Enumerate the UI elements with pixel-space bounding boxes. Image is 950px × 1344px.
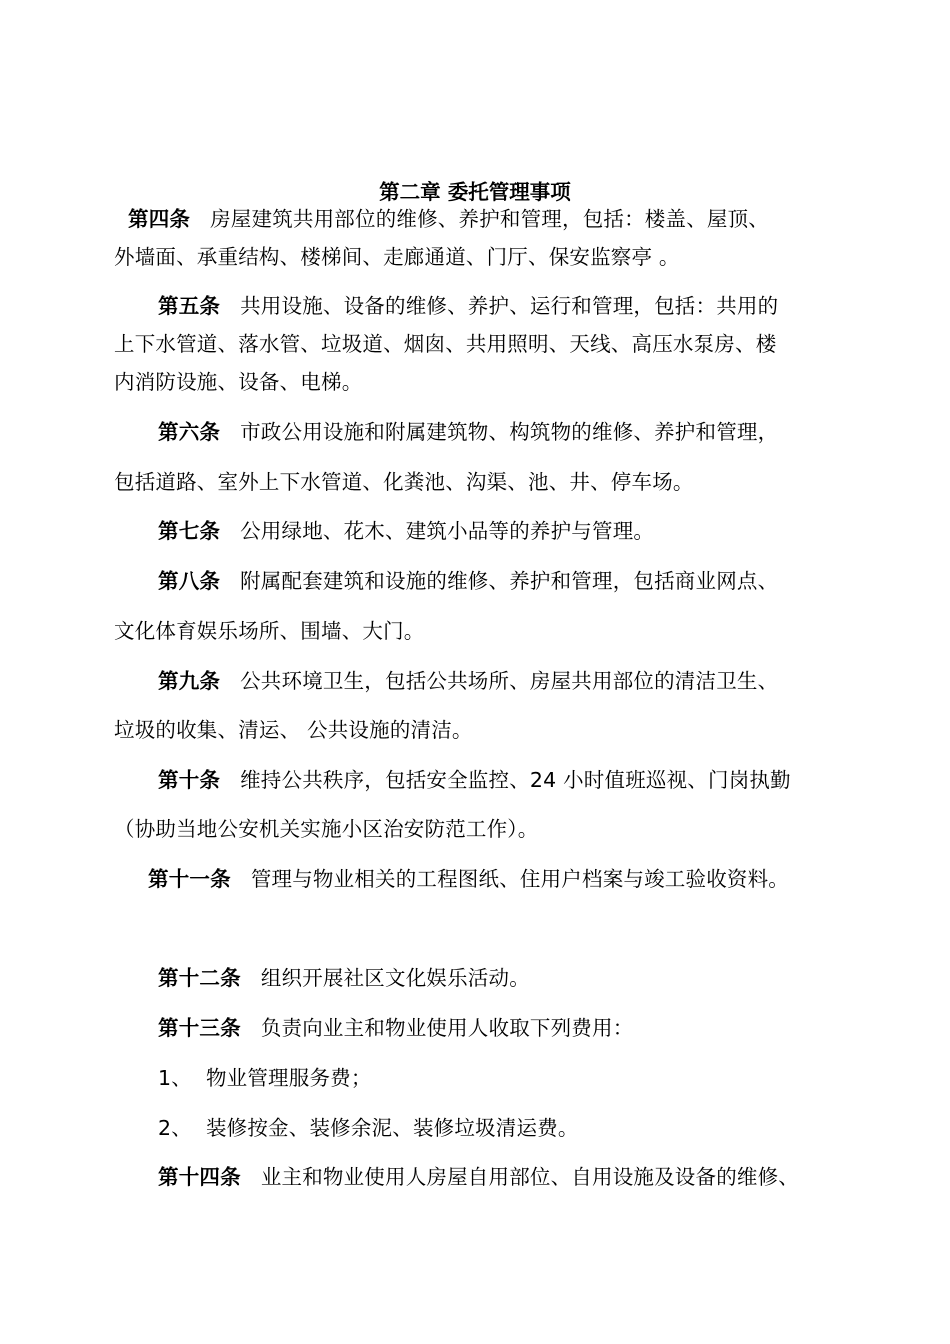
article-10-label: 第十条 — [158, 768, 221, 792]
article-8-line-2: 文化体育娱乐场所、围墙、大门。 — [114, 619, 425, 643]
fee-item-text: 装修按金、装修余泥、装修垃圾清运费。 — [205, 1116, 579, 1140]
article-6-label: 第六条 — [158, 420, 221, 444]
article-5-line-3: 内消防设施、设备、电梯。 — [114, 370, 363, 394]
article-5-line-2: 上下水管道、落水管、垃圾道、烟囱、共用照明、天线、高压水泵房、楼 — [114, 332, 777, 356]
fee-item-2 — [158, 1114, 579, 1142]
article-4-label: 第四条 — [128, 207, 191, 231]
article-9-line-1: 第九条 公共环境卫生，包括公共场所、房屋共用部位的清洁卫生、 — [158, 669, 779, 693]
article-14-line-1: 第十四条 业主和物业使用人房屋自用部位、自用设施及设备的维修、 — [158, 1165, 800, 1189]
article-13-line-1: 第十三条 负责向业主和物业使用人收取下列费用： — [158, 1016, 634, 1040]
article-9-label: 第九条 — [158, 669, 221, 693]
article-10-line-2: （协助当地公安机关实施小区治安防范工作）。 — [114, 817, 539, 841]
article-11-line-1: 第十一条 管理与物业相关的工程图纸、住用户档案与竣工验收资料。 — [148, 867, 790, 891]
article-4-line-1: 第四条 房屋建筑共用部位的维修、养护和管理，包括：楼盖、屋顶、 — [128, 207, 770, 231]
article-11-label: 第十一条 — [148, 867, 231, 891]
article-14-label: 第十四条 — [158, 1165, 241, 1189]
article-9-line-2: 垃圾的收集、清运、 公共设施的清洁。 — [114, 718, 473, 742]
article-6-line-1: 第六条 市政公用设施和附属建筑物、构筑物的维修、养护和管理， — [158, 420, 779, 444]
article-13-label: 第十三条 — [158, 1016, 241, 1040]
fee-item-1 — [158, 1064, 372, 1092]
article-8-label: 第八条 — [158, 569, 221, 593]
article-5-label: 第五条 — [158, 294, 221, 318]
fee-item-text: 物业管理服务费； — [205, 1066, 372, 1090]
article-5-line-1: 第五条 共用设施、设备的维修、养护、运行和管理，包括：共用的 — [158, 294, 779, 318]
article-8-line-1: 第八条 附属配套建筑和设施的维修、养护和管理，包括商业网点、 — [158, 569, 779, 593]
fee-item-number: 1、 — [158, 1066, 192, 1090]
article-7-line-1: 第七条 公用绿地、花木、建筑小品等的养护与管理。 — [158, 519, 655, 543]
article-6-line-2: 包括道路、室外上下水管道、化粪池、沟渠、池、井、停车场。 — [114, 470, 694, 494]
article-12-label: 第十二条 — [158, 966, 241, 990]
chapter-title: 第二章 委托管理事项 — [379, 180, 571, 204]
article-4-line-2: 外墙面、承重结构、楼梯间、走廊通道、门厅、保安监察亭 。 — [114, 245, 680, 269]
fee-item-number: 2、 — [158, 1116, 192, 1140]
article-10-line-1: 第十条 维持公共秩序，包括安全监控、24 小时值班巡视、门岗执勤 — [158, 768, 791, 792]
article-7-label: 第七条 — [158, 519, 221, 543]
article-12-line-1: 第十二条 组织开展社区文化娱乐活动。 — [158, 966, 530, 990]
